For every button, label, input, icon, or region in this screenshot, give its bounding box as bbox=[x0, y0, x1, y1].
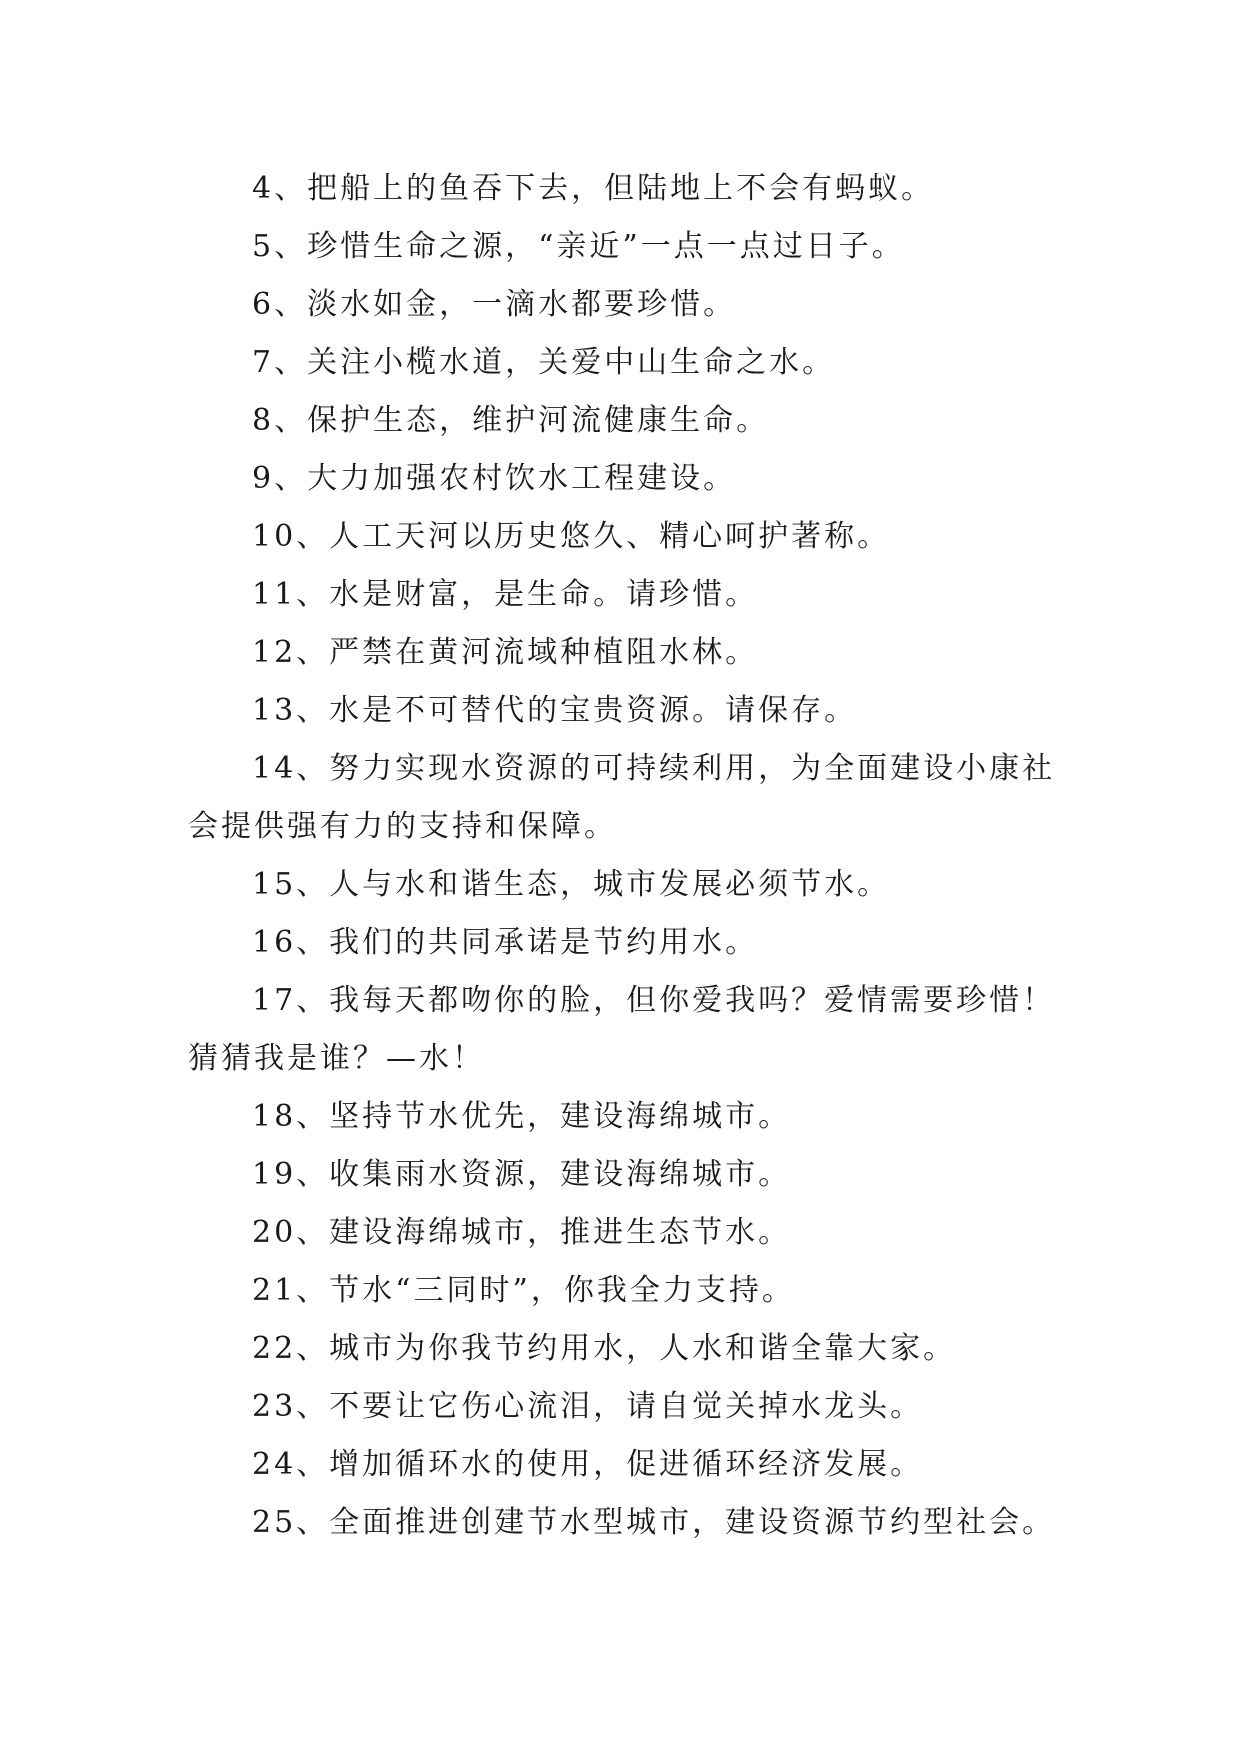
text-line: 4、把船上的鱼吞下去，但陆地上不会有蚂蚁。 bbox=[252, 171, 935, 206]
text-line: 21、节水“三同时”，你我全力支持。 bbox=[252, 1273, 795, 1308]
text-line: 18、坚持节水优先，建设海绵城市。 bbox=[252, 1099, 792, 1134]
text-line: 25、全面推进创建节水型城市，建设资源节约型社会。 bbox=[252, 1505, 1056, 1540]
text-line: 15、人与水和谐生态，城市发展必须节水。 bbox=[252, 867, 891, 902]
text-line: 6、淡水如金，一滴水都要珍惜。 bbox=[252, 287, 737, 322]
text-line-continuation: 猜猜我是谁？—水！ bbox=[188, 1041, 485, 1076]
text-line: 24、增加循环水的使用，促进循环经济发展。 bbox=[252, 1447, 924, 1482]
text-line: 5、珍惜生命之源，“亲近”一点一点过日子。 bbox=[252, 229, 905, 264]
text-line: 17、我每天都吻你的脸，但你爱我吗？爱情需要珍惜！ bbox=[252, 983, 1056, 1018]
text-line: 13、水是不可替代的宝贵资源。请保存。 bbox=[252, 693, 858, 728]
text-line: 8、保护生态，维护河流健康生命。 bbox=[252, 403, 770, 438]
text-line: 12、严禁在黄河流域种植阻水林。 bbox=[252, 635, 759, 670]
document-body bbox=[188, 160, 1068, 1552]
text-line: 20、建设海绵城市，推进生态节水。 bbox=[252, 1215, 792, 1250]
text-line: 16、我们的共同承诺是节约用水。 bbox=[252, 925, 759, 960]
text-line: 9、大力加强农村饮水工程建设。 bbox=[252, 461, 737, 496]
text-line: 22、城市为你我节约用水，人水和谐全靠大家。 bbox=[252, 1331, 957, 1366]
text-line: 23、不要让它伤心流泪，请自觉关掉水龙头。 bbox=[252, 1389, 924, 1424]
text-line: 19、收集雨水资源，建设海绵城市。 bbox=[252, 1157, 792, 1192]
text-line: 14、努力实现水资源的可持续利用，为全面建设小康社 bbox=[252, 751, 1056, 786]
text-line-continuation: 会提供强有力的支持和保障。 bbox=[188, 809, 617, 844]
text-line: 7、关注小榄水道，关爱中山生命之水。 bbox=[252, 345, 836, 380]
text-line: 11、水是财富，是生命。请珍惜。 bbox=[252, 577, 759, 612]
text-line: 10、人工天河以历史悠久、精心呵护著称。 bbox=[252, 519, 891, 554]
